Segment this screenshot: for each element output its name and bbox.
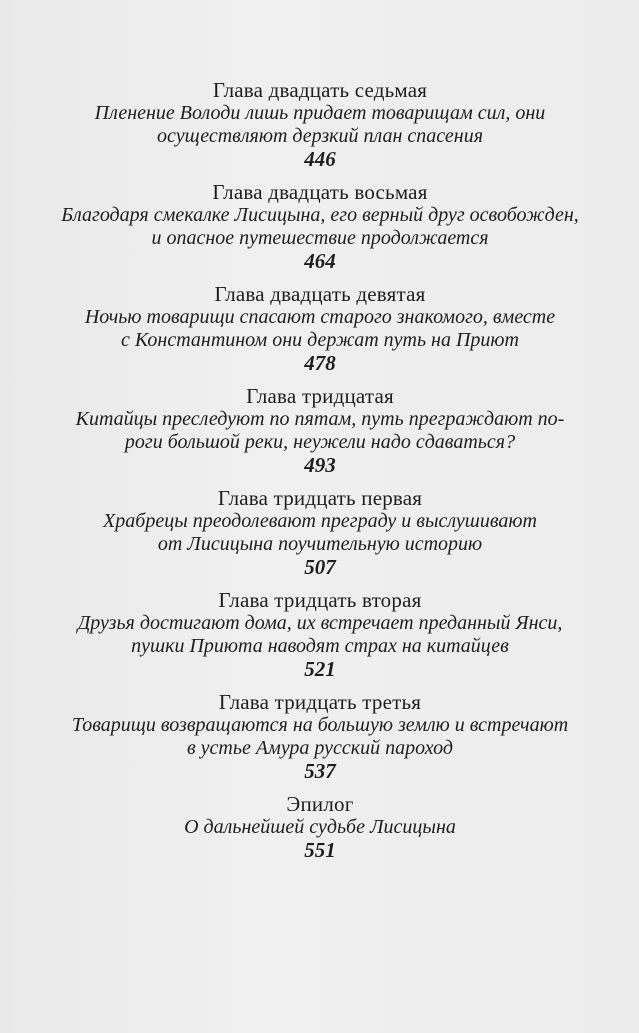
toc-entry-30 <box>40 384 600 476</box>
page-number: 521 <box>304 657 336 681</box>
page-number: 478 <box>304 351 336 375</box>
toc-entry-33 <box>40 690 600 782</box>
table-of-contents <box>40 78 600 871</box>
toc-entry-27 <box>40 78 600 170</box>
page-number: 446 <box>304 147 336 171</box>
chapter-title: Глава тридцать первая <box>217 486 423 510</box>
chapter-title: Глава двадцать седьмая <box>212 78 428 102</box>
page-number: 537 <box>304 759 336 783</box>
chapter-description <box>40 306 600 352</box>
chapter-description <box>40 510 600 556</box>
chapter-description <box>40 612 600 658</box>
chapter-description-line: осуществляют дерзкий план спасения <box>157 125 483 147</box>
chapter-description-line: О дальнейшей судьбе Лисицына <box>184 816 456 838</box>
toc-entry-31 <box>40 486 600 578</box>
toc-entry-32 <box>40 588 600 680</box>
chapter-description-line: Пленение Володи лишь придает товарищам сил, они <box>94 102 546 124</box>
chapter-title: Глава двадцать девятая <box>214 282 426 306</box>
chapter-description <box>40 408 600 454</box>
chapter-description-line: Китайцы преследуют по пятам, путь преграждают по- <box>75 408 565 430</box>
chapter-description <box>40 204 600 250</box>
page-number: 507 <box>304 555 336 579</box>
chapter-description-line: Товарищи возвращаются на большую землю и встречают <box>71 714 569 736</box>
chapter-description-line: Ночью товарищи спасают старого знакомого, вместе <box>84 306 556 328</box>
chapter-description-line: Храбрецы преодолевают преграду и выслушивают <box>103 510 537 532</box>
toc-entry-28 <box>40 180 600 272</box>
chapter-description <box>40 816 600 839</box>
chapter-description-line: от Лисицына поучительную историю <box>157 533 483 555</box>
chapter-description <box>40 714 600 760</box>
toc-entry-29 <box>40 282 600 374</box>
chapter-description-line: Друзья достигают дома, их встречает преданный Янси, <box>77 612 563 634</box>
chapter-description-line: роги большой реки, неужели надо сдаваться? <box>124 431 516 453</box>
page-number: 551 <box>304 838 336 862</box>
chapter-description-line: и опасное путешествие продолжается <box>151 227 489 249</box>
chapter-title: Эпилог <box>286 792 354 816</box>
chapter-title: Глава двадцать восьмая <box>212 180 428 204</box>
chapter-description <box>40 102 600 148</box>
toc-entry-epilogue <box>40 792 600 861</box>
chapter-description-line: в устье Амура русский пароход <box>186 737 453 759</box>
chapter-title: Глава тридцать вторая <box>218 588 422 612</box>
chapter-description-line: пушки Приюта наводят страх на китайцев <box>131 635 509 657</box>
page-number: 464 <box>304 249 336 273</box>
page-number: 493 <box>304 453 336 477</box>
chapter-description-line: Благодаря смекалке Лисицына, его верный друг освобожден, <box>61 204 579 226</box>
chapter-description-line: с Константином они держат путь на Приют <box>121 329 519 351</box>
chapter-title: Глава тридцатая <box>246 384 394 408</box>
chapter-title: Глава тридцать третья <box>218 690 422 714</box>
